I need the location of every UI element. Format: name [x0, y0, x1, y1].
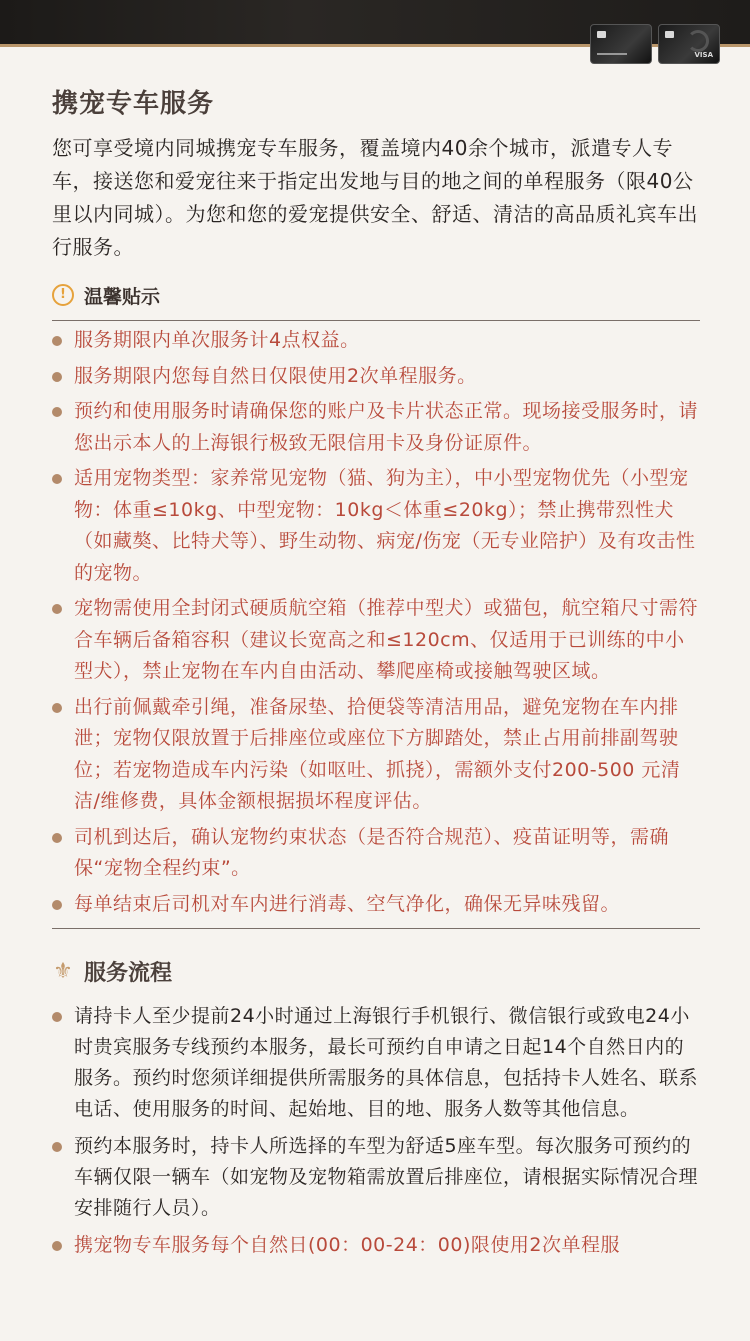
list-item-text: 携宠物专车服务每个自然日(00：00-24：00)限使用2次单程服 [74, 1234, 620, 1256]
list-item [52, 396, 700, 459]
bullet-icon [52, 1241, 62, 1251]
divider-top [52, 320, 700, 321]
flow-heading-label: 服务流程 [84, 960, 173, 986]
list-item [52, 361, 700, 393]
list-item-text: 出行前佩戴牵引绳，准备尿垫、拾便袋等清洁用品，避免宠物在车内排泄；宠物仅限放置于后排座位或座位下方脚踏处，禁止占用前排副驾驶位；若宠物造成车内污染（如呕吐、抓挠），需额外支付200-500 元清洁/维修费，具体金额根据损坏程度评估。 [74, 695, 681, 812]
list-item-text: 适用宠物类型：家养常见宠物（猫、狗为主），中小型宠物优先（小型宠物：体重≤10kg、中型宠物：10kg＜体重≤20kg）；禁止携带烈性犬（如藏獒、比特犬等）、野生动物、病宠/伤宠（无专业陪护）及有攻击性的宠物。 [74, 467, 696, 584]
tips-heading-label: 温馨贴示 [84, 285, 161, 308]
list-item [52, 889, 700, 921]
list-item [52, 822, 700, 885]
list-item [52, 463, 700, 589]
divider-bottom [52, 928, 700, 929]
list-item-text: 宠物需使用全封闭式硬质航空箱（推荐中型犬）或猫包，航空箱尺寸需符合车辆后备箱容积（建议长宽高之和≤120cm、仅适用于已训练的中小型犬），禁止宠物在车内自由活动、攀爬座椅或接触驾驶区域。 [74, 597, 699, 682]
visa-logo: VISA [694, 51, 713, 59]
credit-card-image-1 [590, 24, 652, 64]
list-item-text: 司机到达后，确认宠物约束状态（是否符合规范）、疫苗证明等，需确保“宠物全程约束”。 [74, 825, 670, 879]
bullet-icon [52, 407, 62, 417]
list-item [52, 692, 700, 818]
list-item [52, 325, 700, 357]
main-content [52, 82, 700, 1267]
list-item [52, 1131, 700, 1224]
flow-list [52, 1001, 700, 1261]
page-title: 携宠专车服务 [52, 89, 215, 119]
bullet-icon [52, 703, 62, 713]
list-item-text: 请持卡人至少提前24小时通过上海银行手机银行、微信银行或致电24小时贵宾服务专线预约本服务，最长可预约自申请之日起14个自然日内的服务。预约时您须详细提供所需服务的具体信息，包括持卡人姓名、联系电话、使用服务的时间、起始地、目的地、服务人数等其他信息。 [74, 1005, 699, 1120]
tips-list [52, 325, 700, 920]
bullet-icon [52, 372, 62, 382]
card-number-stripe [597, 53, 627, 55]
tips-heading [52, 278, 700, 312]
bullet-icon [52, 1012, 62, 1022]
bullet-icon [52, 336, 62, 346]
bullet-icon [52, 474, 62, 484]
list-item-text: 服务期限内单次服务计4点权益。 [74, 329, 360, 351]
bullet-icon [52, 604, 62, 614]
flow-heading [52, 951, 700, 991]
warning-circle-icon: ! [52, 284, 74, 306]
credit-card-image-2 [658, 24, 720, 64]
bullet-icon [52, 900, 62, 910]
card-logo-icon [687, 30, 709, 52]
chip-icon [597, 31, 606, 38]
bullet-icon [52, 833, 62, 843]
intro-paragraph: 您可享受境内同城携宠专车服务，覆盖境内40余个城市，派遣专人专车，接送您和爱宠往来于指定出发地与目的地之间的单程服务（限40公里以内同城）。为您和您的爱宠提供安全、舒适、清洁的高品质礼宾车出行服务。 [52, 136, 698, 259]
list-item-text: 预约本服务时，持卡人所选择的车型为舒适5座车型。每次服务可预约的车辆仅限一辆车（如宠物及宠物箱需放置后排座位，请根据实际情况合理安排随行人员）。 [74, 1135, 699, 1219]
card-images [590, 24, 722, 66]
list-item [52, 1001, 700, 1125]
list-item-text: 每单结束后司机对车内进行消毒、空气净化，确保无异味残留。 [74, 892, 621, 915]
list-item [52, 593, 700, 688]
list-item-text: 服务期限内您每自然日仅限使用2次单程服务。 [74, 364, 477, 387]
list-item [52, 1230, 700, 1261]
fleur-de-lis-icon: ⚜ [53, 958, 73, 984]
bullet-icon [52, 1142, 62, 1152]
chip-icon [665, 31, 674, 38]
list-item-text: 预约和使用服务时请确保您的账户及卡片状态正常。现场接受服务时，请您出示本人的上海银行极致无限信用卡及身份证原件。 [74, 400, 699, 454]
